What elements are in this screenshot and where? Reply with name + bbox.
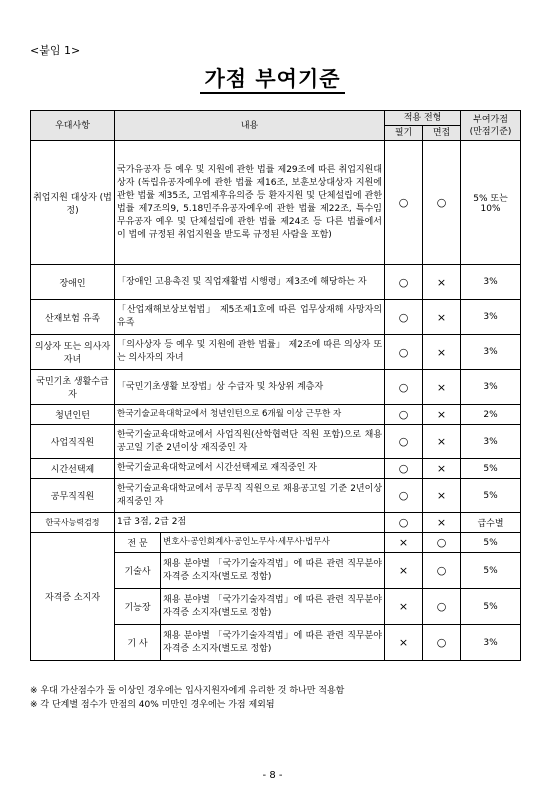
table-row — [31, 513, 521, 533]
row-score: 급수별 — [461, 513, 521, 533]
license-sub: 기능장 — [115, 589, 161, 625]
header-interview: 면접 — [423, 126, 461, 141]
row-score: 2% — [461, 405, 521, 425]
row-category: 시간선택제 — [31, 459, 115, 479]
row-written: ○ — [385, 265, 423, 300]
row-content: 「의사상자 등 예우 및 지원에 관한 법률」 제2조에 따른 의상자 또는 의사자의 자녀 — [115, 335, 385, 370]
license-interview: ○ — [423, 625, 461, 661]
row-interview: × — [423, 425, 461, 459]
note-item: ※ 우대 가산점수가 둘 이상인 경우에는 입사지원자에게 유리한 것 하나만 적용함 — [30, 686, 345, 696]
row-written: ○ — [385, 425, 423, 459]
table-row — [31, 335, 521, 370]
row-interview: × — [423, 459, 461, 479]
row-interview: × — [423, 300, 461, 335]
license-content: 채용 분야별 「국가기술자격법」에 따른 관련 직무분야 자격증 소지자(별도로 정함) — [161, 553, 385, 589]
license-written: × — [385, 553, 423, 589]
row-interview: × — [423, 479, 461, 513]
table-row — [31, 300, 521, 335]
table-row — [31, 265, 521, 300]
row-content: 한국기술교육대학교에서 청년인턴으로 6개월 이상 근무한 자 — [115, 405, 385, 425]
row-interview: × — [423, 405, 461, 425]
row-score: 5% — [461, 479, 521, 513]
row-interview: ○ — [423, 141, 461, 265]
row-score: 5% 또는 10% — [461, 141, 521, 265]
row-interview: × — [423, 513, 461, 533]
row-content: 1급 3점, 2급 2점 — [115, 513, 385, 533]
table-row — [31, 141, 521, 265]
row-content: 한국기술교육대학교에서 공무직 직원으로 채용공고일 기준 2년이상 재직중인 자 — [115, 479, 385, 513]
license-interview: ○ — [423, 533, 461, 553]
row-category: 청년인턴 — [31, 405, 115, 425]
row-content: 한국기술교육대학교에서 시간선택제로 재직중인 자 — [115, 459, 385, 479]
license-sub: 전 문 — [115, 533, 161, 553]
row-written: ○ — [385, 405, 423, 425]
table-row — [31, 533, 521, 553]
license-interview: ○ — [423, 553, 461, 589]
license-score: 5% — [461, 589, 521, 625]
table-row — [31, 479, 521, 513]
row-content: 한국기술교육대학교에서 사업직원(산학협력단 직원 포함)으로 채용공고일 기준 2년이상 재직중인 자 — [115, 425, 385, 459]
row-score: 3% — [461, 425, 521, 459]
row-score: 3% — [461, 370, 521, 405]
row-category: 산재보험 유족 — [31, 300, 115, 335]
table-row — [31, 459, 521, 479]
row-category: 국민기초 생활수급자 — [31, 370, 115, 405]
table-row — [31, 425, 521, 459]
row-category: 의상자 또는 의사자 자녀 — [31, 335, 115, 370]
header-content: 내용 — [115, 111, 385, 141]
page-title: 가점 부여기준 — [0, 63, 545, 93]
row-interview: × — [423, 335, 461, 370]
license-score: 3% — [461, 625, 521, 661]
row-written: ○ — [385, 513, 423, 533]
row-written: ○ — [385, 335, 423, 370]
row-content: 국가유공자 등 예우 및 지원에 관한 법률 제29조에 따른 취업지원대상자 (독립유공자예우에 관한 법률 제16조, 보훈보상대상자 지원에 관한 법률 제35조, 고엽제후유의증 등 환자지원 및 단체설립에 관한 법률 제7조의9, 5.18민주유공자예우에 관한 법률 제22조, 특수임무유공자 예우 및 단체설립에 관한 법률 제24조 등 다른 법률에서 이 법에 규정된 취업지원을 받도록 규정된 사람을 포함) — [115, 141, 385, 265]
bonus-criteria-table — [30, 110, 521, 661]
row-score: 5% — [461, 459, 521, 479]
table-row — [31, 405, 521, 425]
page-number: - 8 - — [262, 770, 283, 781]
header-score: 부여가점 (만점기준) — [461, 111, 521, 141]
row-written: ○ — [385, 370, 423, 405]
license-content: 변호사·공인회계사·공인노무사·세무사·법무사 — [161, 533, 385, 553]
row-content: 「국민기초생활 보장법」상 수급자 및 차상위 계층자 — [115, 370, 385, 405]
header-stage: 적용 전형 — [385, 111, 461, 126]
license-category: 자격증 소지자 — [31, 533, 115, 661]
row-written: ○ — [385, 479, 423, 513]
license-score: 5% — [461, 553, 521, 589]
license-sub: 기 사 — [115, 625, 161, 661]
note-item: ※ 각 단계별 점수가 만점의 40% 미만인 경우에는 가점 제외됨 — [30, 700, 275, 710]
license-content: 채용 분야별 「국가기술자격법」에 따른 관련 직무분야 자격증 소지자(별도로 정함) — [161, 625, 385, 661]
attachment-label: <붙임 1> — [30, 44, 81, 57]
license-sub: 기술사 — [115, 553, 161, 589]
row-score: 3% — [461, 300, 521, 335]
row-category: 취업지원 대상자 (법정) — [31, 141, 115, 265]
row-category: 공무직직원 — [31, 479, 115, 513]
row-interview: × — [423, 265, 461, 300]
row-category: 한국사능력검정 — [31, 513, 115, 533]
license-interview: ○ — [423, 589, 461, 625]
row-written: ○ — [385, 300, 423, 335]
license-score: 5% — [461, 533, 521, 553]
notes — [30, 684, 344, 712]
license-content: 채용 분야별 「국가기술자격법」에 따른 관련 직무분야 자격증 소지자(별도로 정함) — [161, 589, 385, 625]
row-content: 「산업재해보상보험법」 제5조제1호에 따른 업무상재해 사망자의 유족 — [115, 300, 385, 335]
row-score: 3% — [461, 335, 521, 370]
row-score: 3% — [461, 265, 521, 300]
row-category: 사업직직원 — [31, 425, 115, 459]
license-written: × — [385, 589, 423, 625]
header-written: 필기 — [385, 126, 423, 141]
license-written: × — [385, 625, 423, 661]
row-written: ○ — [385, 459, 423, 479]
row-content: 「장애인 고용촉진 및 직업재활법 시행령」제3조에 해당하는 자 — [115, 265, 385, 300]
table-row — [31, 370, 521, 405]
row-written: ○ — [385, 141, 423, 265]
row-category: 장애인 — [31, 265, 115, 300]
header-category: 우대사항 — [31, 111, 115, 141]
row-interview: × — [423, 370, 461, 405]
license-written: × — [385, 533, 423, 553]
